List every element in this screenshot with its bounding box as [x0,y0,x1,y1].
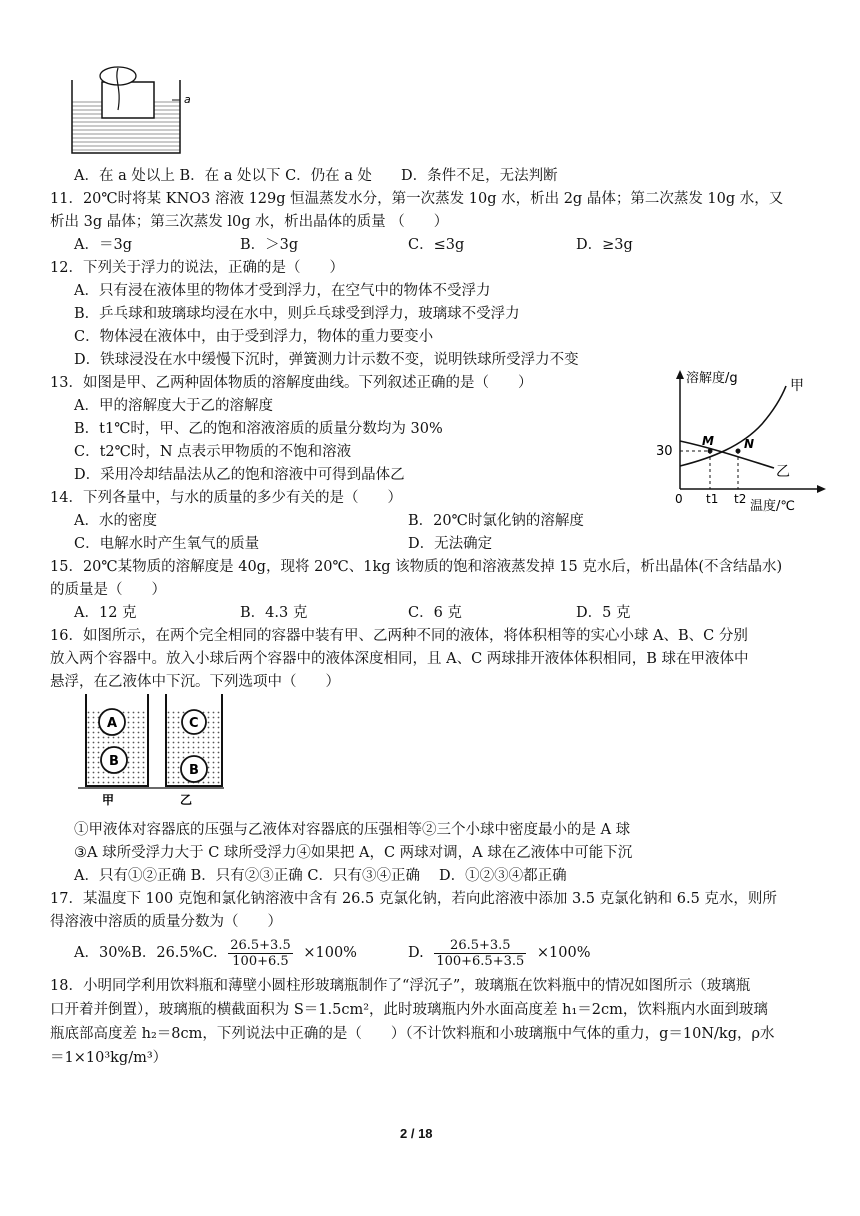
q16-statement-2: ③A 球所受浮力大于 C 球所受浮力④如果把 A，C 两球对调，A 球在乙液体中可能下沉 [74,845,633,861]
q17-line2: 得溶液中溶质的质量分数为（ ） [50,914,282,930]
q17-line1: 17．某温度下 100 克饱和氯化钠溶液中含有 26.5 克氯化钠，若向此溶液中添加 3.5 克氯化钠和 6.5 克水，则所 [50,891,777,907]
block-in-water-figure [70,60,200,156]
fraction-numerator: 26.5+3.5 [230,937,291,953]
ball-b-label-yi: B [189,763,199,778]
y-axis-label: 溶解度/g [686,371,738,386]
q11-option-a: A．＝3g [74,237,132,253]
q11-option-c: C．≤3g [408,237,465,253]
q11-line1: 11．20℃时将某 KNO3 溶液 129g 恒温蒸发水分，第一次蒸发 10g 水，析出 2g 晶体；第二次蒸发 10g 水，又 [50,191,784,207]
q18-line3: 瓶底部高度差 h₂＝8cm，下列说法中正确的是（ ）（不计饮料瓶和小玻璃瓶中气体的重力，g＝10N/kg，ρ水 [50,1026,775,1042]
page-number: 2 / 18 [400,1126,433,1141]
q16-line2: 放入两个容器中。放入小球后两个容器中的液体深度相同，且 A、C 两球排开液体体积相同，B 球在甲液体中 [50,651,749,667]
two-containers-figure [76,690,226,808]
times-100-percent: ×100% [536,945,591,961]
q15-option-d: D．5 克 [576,605,631,621]
q18-line1: 18．小明同学利用饮料瓶和薄壁小圆柱形玻璃瓶制作了“浮沉子”，玻璃瓶在饮料瓶中的情况如图所示（玻璃瓶 [50,978,751,994]
q13-option-d: D．采用冷却结晶法从乙的饱和溶液中可得到晶体乙 [74,467,405,483]
q17-options-abc [74,935,357,971]
fraction-denominator: 100+6.5 [232,953,289,969]
q12-option-b: B．乒乓球和玻璃球均浸在水中，则乒乓球受到浮力，玻璃球不受浮力 [74,306,520,322]
q12-option-a: A．只有浸在液体里的物体才受到浮力，在空气中的物体不受浮力 [74,283,491,299]
q17-option-d [408,935,591,971]
fraction-denominator: 100+6.5+3.5 [436,953,525,969]
container-yi-label: 乙 [180,793,193,807]
q14-option-d: D．无法确定 [408,536,493,552]
q16-line3: 悬浮，在乙液体中下沉。下列选项中（ ） [50,674,340,690]
q12-option-c: C．物体浸在液体中，由于受到浮力，物体的重力要变小 [74,329,434,345]
q12-stem: 12．下列关于浮力的说法，正确的是（ ） [50,260,344,276]
q13-option-a: A．甲的溶解度大于乙的溶解度 [74,398,273,414]
q18-line2: 口开着并倒置），玻璃瓶的横截面积为 S＝1.5cm²，此时玻璃瓶内外水面高度差 h₁＝2cm，饮料瓶内水面到玻璃 [50,1002,768,1018]
q11-option-b: B．＞3g [240,237,299,253]
q16-line1: 16．如图所示，在两个完全相同的容器中装有甲、乙两种不同的液体，将体积相等的实心小球 A、B、C 分别 [50,628,748,644]
label-a: a [184,93,191,106]
tick-t1: t1 [706,492,719,506]
q12-option-d: D．铁球浸没在水中缓慢下沉时，弹簧测力计示数不变，说明铁球所受浮力不变 [74,352,579,368]
q18-line4: ＝1×10³kg/m³） [50,1050,168,1066]
curve-jia-label: 甲 [790,378,804,394]
q17-option-d-label: D. [408,945,424,961]
q11-option-d: D．≥3g [576,237,633,253]
q13-option-c: C．t2℃时，N 点表示甲物质的不饱和溶液 [74,444,352,460]
q15-option-b: B．4.3 克 [240,605,308,621]
curve-yi-label: 乙 [776,464,790,480]
q17-option-c-fraction [228,938,293,969]
q14-option-b: B．20℃时氯化钠的溶解度 [408,513,584,529]
solubility-curve-figure [652,364,830,516]
point-n: N [744,437,755,451]
q16-options: A．只有①②正确 B．只有②③正确 C．只有③④正确 D．①②③④都正确 [74,868,567,884]
origin-label: 0 [675,492,683,506]
x-axis-label: 温度/℃ [750,499,795,514]
q10-options: A．在 a 处以上 B．在 a 处以下 C．仍在 a 处 D．条件不足，无法判断 [74,168,558,184]
container-jia-label: 甲 [102,793,115,807]
q13-stem: 13．如图是甲、乙两种固体物质的溶解度曲线。下列叙述正确的是（ ） [50,375,533,391]
q15-option-c: C．6 克 [408,605,462,621]
q17-option-d-fraction [434,938,526,969]
ball-a-label: A [107,716,118,731]
q11-line2: 析出 3g 晶体；第三次蒸发 l0g 水，析出晶体的质量 （ ） [50,214,449,230]
fraction-numerator: 26.5+3.5 [434,938,526,954]
q15-line2: 的质量是（ ） [50,582,166,598]
ball-c-label: C [189,716,199,731]
point-m: M [702,434,714,448]
q14-stem: 14．下列各量中，与水的质量的多少有关的是（ ） [50,490,402,506]
q15-line1: 15．20℃某物质的溶解度是 40g，现将 20℃、1kg 该物质的饱和溶液蒸发掉 15 克水后，析出晶体(不含结晶水) [50,559,783,575]
times-100-percent: ×100% [303,945,357,961]
tick-t2: t2 [734,492,747,506]
q13-option-b: B．t1℃时，甲、乙的饱和溶液溶质的质量分数均为 30% [74,421,443,437]
tick-30: 30 [656,444,673,459]
q14-option-a: A．水的密度 [74,513,157,529]
ball-b-label-jia: B [109,754,119,769]
q17-option-ab: A．30%B．26.5%C. [74,945,218,961]
q16-statement-1: ①甲液体对容器底的压强与乙液体对容器底的压强相等②三个小球中密度最小的是 A 球 [74,822,631,838]
q14-option-c: C．电解水时产生氧气的质量 [74,536,260,552]
q15-option-a: A．12 克 [74,605,137,621]
